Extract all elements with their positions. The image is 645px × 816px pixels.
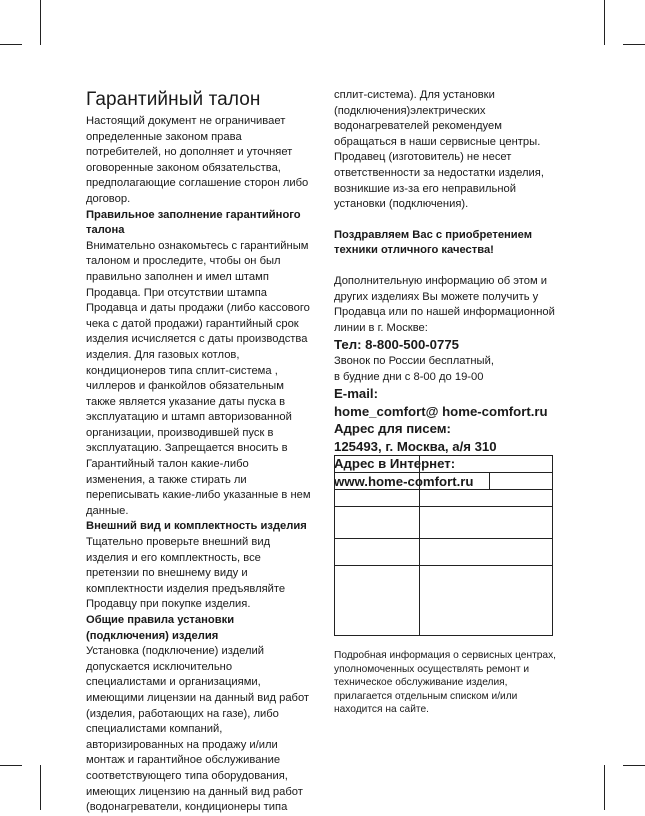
form-cell[interactable] xyxy=(335,539,420,566)
table-row xyxy=(335,566,553,636)
section-heading-filling: Правильное заполнение гарантийного талона xyxy=(86,208,301,237)
continuation-paragraph: сплит-система). Для установки (подключения)электрических водонагревателей рекомендуем обращаться в наши сервисные центры. Продавец (изготовитель) не несет ответственности за недостатки изделия, возникшие из-за его неправильной установки (подключения). xyxy=(334,89,544,211)
section-text-installation: Установка (подключение) изделий допускается исключительно специалистами и организациями, имеющими лицензии на данный вид работ (изделия, работающих на газе), либо специалистами компаний, авторизированных на продажу и/или монтаж и гарантийное обслуживание соответствующего типа оборудования, имеющих лицензию на данный вид работ (водонагреватели, кондиционеры типа xyxy=(86,645,310,814)
crop-mark xyxy=(604,0,605,45)
email-address: home_comfort@ home-comfort.ru xyxy=(334,403,548,419)
form-cell[interactable] xyxy=(420,507,553,539)
table-row xyxy=(335,507,553,539)
section-text-filling: Внимательно ознакомьтесь с гарантийным талоном и проследите, чтобы он был правильно заполнен и имел штамп Продавца. При отсутствии штампа Продавца и даты продажи (либо кассового чека с датой продажи) гарантийный срок изделия исчисляется с даты производства изделия. Для газовых котлов, кондиционеров типа сплит-система , чиллеров и фанкойлов обязательным также является указание даты пуска в эксплуатацию и штамп авторизованной организации, производившей пуск в эксплуатацию. Запрещается вносить в Гарантийный талон какие-либо изменения, а также стирать ли переписывать какие-либо указанные в нем данные. xyxy=(86,239,311,517)
form-cell[interactable] xyxy=(420,539,553,566)
form-cell[interactable] xyxy=(335,566,420,636)
left-column xyxy=(86,88,311,816)
crop-mark xyxy=(623,765,645,766)
form-cell[interactable] xyxy=(335,507,420,539)
postal-address: 125493, г. Москва, а/я 310 xyxy=(334,438,497,454)
form-cell[interactable] xyxy=(335,490,420,507)
form-cell[interactable] xyxy=(420,490,553,507)
form-cell[interactable] xyxy=(420,566,553,636)
crop-mark xyxy=(604,765,605,810)
section-text-appearance: Тщательно проверьте внешний вид изделия и его комплектность, все претензии по внешнему виду и комплектности изделия предъявляйте Продавцу при покупке изделия. xyxy=(86,536,286,611)
phone-hours: в будние дни с 8-00 до 19-00 xyxy=(334,370,484,383)
website-address: www.home-comfort.ru xyxy=(334,474,474,490)
warranty-form-table xyxy=(334,455,553,636)
intro-paragraph: Настоящий документ не ограничивает определенные законом права потребителей, но дополняет и уточняет оговоренные законом обязательства, предполагающие соглашение сторон либо договор. xyxy=(86,115,309,205)
table-row xyxy=(335,456,553,473)
section-heading-installation: Общие правила установки (подключения) изделия xyxy=(86,614,235,642)
form-cell[interactable] xyxy=(420,456,553,473)
section-heading-appearance: Внешний вид и комплектность изделия xyxy=(86,520,307,533)
table-row xyxy=(335,490,553,507)
form-cell[interactable] xyxy=(335,456,420,473)
right-column xyxy=(334,88,558,491)
website-label: Адрес в Интернет: xyxy=(334,456,456,472)
congratulations-text: Поздравляем Вас с приобретением техники отличного качества! xyxy=(334,228,533,257)
form-cell[interactable] xyxy=(420,473,490,490)
form-cell[interactable] xyxy=(335,473,420,490)
table-row xyxy=(335,473,553,490)
crop-mark xyxy=(40,0,41,45)
phone-note: Звонок по России бесплатный, xyxy=(334,354,494,367)
service-centers-footnote: Подробная информация о сервисных центрах, уполномоченных осуществлять ремонт и техническое обслуживание изделия, прилагается отдельным списком и/или находится на сайте. xyxy=(334,650,557,716)
table-row xyxy=(335,539,553,566)
crop-mark xyxy=(0,44,22,45)
crop-mark xyxy=(40,765,41,810)
phone-number: Тел: 8-800-500-0775 xyxy=(334,337,460,353)
form-cell[interactable] xyxy=(490,473,553,490)
crop-mark xyxy=(0,765,22,766)
postal-label: Адрес для писем: xyxy=(334,421,451,437)
page-title: Гарантийный талон xyxy=(86,89,261,110)
email-label: E-mail: xyxy=(334,386,378,402)
crop-mark xyxy=(623,44,645,45)
info-paragraph: Дополнительную информацию об этом и других изделиях Вы можете получить у Продавца или по нашей информационной линии в г. Москве: xyxy=(334,274,555,334)
